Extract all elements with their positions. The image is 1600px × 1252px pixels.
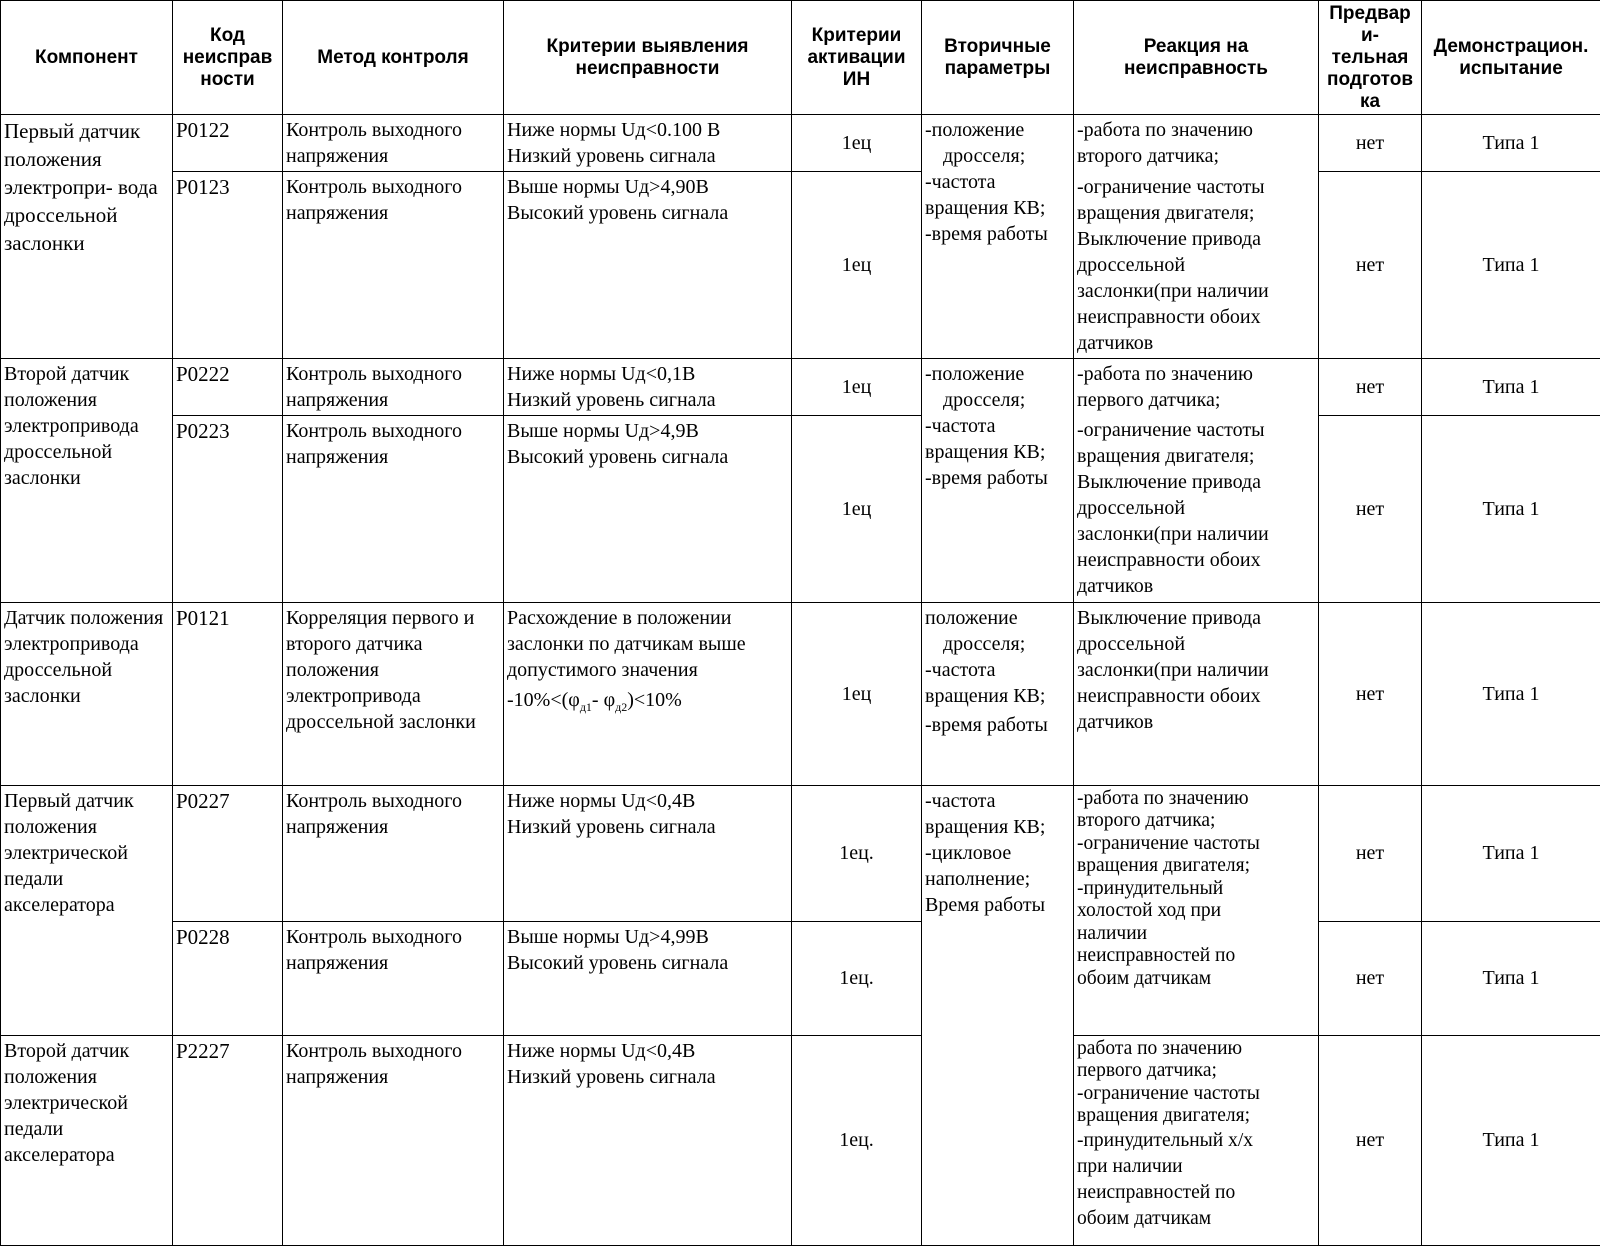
code-cell: P0122: [173, 115, 283, 172]
component-cell: Первый датчик положения электропри- вода дроссельной заслонки: [1, 115, 173, 359]
header-code: Код неисправ ности: [173, 1, 283, 115]
reaction-line: первого датчика;: [1077, 1060, 1217, 1081]
criteria-line: Низкий уровень сигнала: [507, 815, 716, 838]
criteria-line: Ниже нормы Uд<0,1В: [507, 362, 696, 385]
reaction-line: холостой ход при: [1077, 900, 1222, 921]
secondary-cell: [922, 115, 1074, 359]
code-cell: P0123: [173, 172, 283, 359]
secondary-cell: [922, 602, 1074, 785]
reaction-line: обоим датчикам: [1077, 967, 1212, 989]
formula-suffix: )<10%: [627, 688, 682, 711]
demo-cell: Типа 1: [1422, 358, 1600, 415]
prep-cell: нет: [1319, 921, 1422, 1035]
secondary-line: -цикловое: [925, 841, 1012, 864]
secondary-line: дросселя;: [943, 145, 1026, 167]
secondary-line: положение: [925, 606, 1018, 629]
method-cell: Контроль выходного напряжения: [283, 172, 504, 359]
table-row: [1, 1035, 1600, 1245]
code-cell: P0227: [173, 785, 283, 921]
secondary-line: дросселя;: [943, 632, 1026, 655]
criteria-line: Низкий уровень сигнала: [507, 1065, 716, 1088]
reaction-line: -работа по значению: [1077, 362, 1253, 385]
secondary-line: вращения КВ;: [925, 815, 1046, 838]
reaction-line: -работа по значению: [1077, 119, 1253, 141]
reaction-line: неисправности обоих: [1077, 684, 1261, 707]
table-row: [1, 602, 1600, 785]
reaction-line: -ограничение частоты: [1077, 419, 1265, 441]
code-cell: P0223: [173, 415, 283, 602]
activation-cell: 1ец.: [792, 785, 922, 921]
method-cell: Контроль выходного напряжения: [283, 1035, 504, 1245]
reaction-line: заслонки(при наличии: [1077, 279, 1269, 302]
reaction-line: заслонки(при наличии: [1077, 658, 1269, 681]
secondary-line: -частота: [925, 658, 996, 681]
reaction-line: неисправностей по: [1077, 1181, 1236, 1203]
criteria-line: Высокий уровень сигнала: [507, 202, 729, 224]
activation-cell: 1ец.: [792, 921, 922, 1035]
reaction-line: неисправности обоих: [1077, 305, 1261, 328]
criteria-cell: [504, 602, 792, 785]
table-row: [1, 415, 1600, 602]
formula-sub-1: д1: [579, 699, 592, 714]
secondary-line: -время работы: [925, 223, 1048, 245]
component-cell: Второй датчик положения электрической педали акселератора: [1, 1035, 173, 1245]
prep-cell: нет: [1319, 415, 1422, 602]
criteria-cell: [504, 358, 792, 415]
criteria-line: Ниже нормы Uд<0,4В: [507, 789, 696, 812]
activation-cell: 1ец.: [792, 1035, 922, 1245]
reaction-line: датчиков: [1077, 710, 1154, 733]
table-row: [1, 115, 1600, 172]
reaction-line: неисправностей по: [1077, 945, 1236, 966]
reaction-line: Выключение привода: [1077, 606, 1262, 629]
reaction-line: датчиков: [1077, 575, 1154, 597]
activation-cell: 1ец: [792, 602, 922, 785]
criteria-line: Низкий уровень сигнала: [507, 388, 716, 411]
method-cell: Корреляция первого и второго датчика положения электропривода дроссельной заслонки: [283, 602, 504, 785]
secondary-line: вращения КВ;: [925, 684, 1046, 707]
secondary-line: -частота: [925, 789, 996, 812]
reaction-cell: [1074, 415, 1319, 602]
reaction-line: дроссельной: [1077, 632, 1186, 655]
criteria-line: Выше нормы Uд>4,9В: [507, 419, 699, 442]
reaction-line: вращения двигателя;: [1077, 201, 1255, 224]
method-cell: Контроль выходного напряжения: [283, 921, 504, 1035]
header-activation: Критерии активации ИН: [792, 1, 922, 115]
reaction-line: второго датчика;: [1077, 810, 1216, 831]
prep-cell: нет: [1319, 172, 1422, 359]
reaction-line: неисправности обоих: [1077, 549, 1261, 571]
criteria-line: Выше нормы Uд>4,99В: [507, 925, 709, 948]
criteria-cell: [504, 415, 792, 602]
table-row: [1, 358, 1600, 415]
secondary-line: дросселя;: [943, 388, 1026, 411]
secondary-line: вращения КВ;: [925, 197, 1046, 219]
criteria-cell: [504, 172, 792, 359]
header-criteria: Критерии выявления неисправности: [504, 1, 792, 115]
secondary-line: наполнение;: [925, 867, 1031, 890]
demo-cell: Типа 1: [1422, 602, 1600, 785]
reaction-line: вращения двигателя;: [1077, 445, 1255, 467]
criteria-line: допустимого значения: [507, 658, 698, 681]
reaction-line: дроссельной: [1077, 253, 1186, 276]
reaction-line: работа по значению: [1077, 1037, 1243, 1059]
reaction-cell: [1074, 602, 1319, 785]
header-prep: Предвар и- тельная подготов ка: [1319, 1, 1422, 115]
criteria-line: Ниже нормы Uд<0,4В: [507, 1039, 696, 1062]
activation-cell: 1ец: [792, 115, 922, 172]
prep-cell: нет: [1319, 602, 1422, 785]
component-cell: Второй датчик положения электропривода дроссельной заслонки: [1, 358, 173, 602]
header-method: Метод контроля: [283, 1, 504, 115]
method-cell: Контроль выходного напряжения: [283, 115, 504, 172]
prep-cell: нет: [1319, 785, 1422, 921]
reaction-line: -ограничение частоты: [1077, 175, 1265, 198]
secondary-line: -время работы: [925, 466, 1048, 489]
formula-sub-2: д2: [615, 699, 628, 714]
criteria-line: Низкий уровень сигнала: [507, 145, 716, 167]
code-cell: P0121: [173, 602, 283, 785]
criteria-line: Расхождение в положении: [507, 606, 732, 629]
code-cell: P2227: [173, 1035, 283, 1245]
reaction-line: второго датчика;: [1077, 145, 1220, 167]
reaction-line: -принудительный х/х: [1077, 1129, 1253, 1151]
criteria-cell: [504, 115, 792, 172]
reaction-line: вращения двигателя;: [1077, 855, 1251, 876]
criteria-cell: [504, 921, 792, 1035]
reaction-cell: [1074, 358, 1319, 415]
reaction-line: наличии: [1077, 922, 1148, 944]
reaction-line: первого датчика;: [1077, 388, 1221, 411]
criteria-cell: [504, 785, 792, 921]
activation-cell: 1ец: [792, 172, 922, 359]
header-secondary: Вторичные параметры: [922, 1, 1074, 115]
demo-cell: Типа 1: [1422, 172, 1600, 359]
secondary-line: -частота: [925, 414, 996, 437]
demo-cell: Типа 1: [1422, 921, 1600, 1035]
reaction-line: -ограничение частоты: [1077, 1082, 1260, 1104]
demo-cell: Типа 1: [1422, 1035, 1600, 1245]
header-reaction: Реакция на неисправность: [1074, 1, 1319, 115]
demo-cell: Типа 1: [1422, 785, 1600, 921]
reaction-line: вращения двигателя;: [1077, 1105, 1251, 1126]
secondary-line: вращения КВ;: [925, 440, 1046, 463]
reaction-line: датчиков: [1077, 331, 1154, 354]
reaction-cell: [1074, 785, 1319, 1035]
reaction-line: заслонки(при наличии: [1077, 523, 1269, 545]
reaction-line: дроссельной: [1077, 497, 1186, 519]
reaction-line: обоим датчикам: [1077, 1207, 1212, 1229]
secondary-cell: [922, 358, 1074, 602]
criteria-line: Ниже нормы Uд<0.100 В: [507, 119, 721, 141]
criteria-formula: [507, 687, 788, 720]
table-row: [1, 785, 1600, 921]
method-cell: Контроль выходного напряжения: [283, 358, 504, 415]
reaction-line: Выключение привода: [1077, 471, 1262, 493]
criteria-line: Выше нормы Uд>4,90В: [507, 176, 709, 198]
component-cell: Первый датчик положения электрической педали акселератора: [1, 785, 173, 1035]
method-cell: Контроль выходного напряжения: [283, 785, 504, 921]
reaction-cell: [1074, 115, 1319, 172]
secondary-line: -положение: [925, 119, 1025, 141]
reaction-cell: [1074, 1035, 1319, 1245]
code-cell: P0228: [173, 921, 283, 1035]
criteria-line: заслонки по датчикам выше: [507, 632, 746, 655]
header-row: [1, 1, 1600, 115]
demo-cell: Типа 1: [1422, 415, 1600, 602]
reaction-line: -работа по значению: [1077, 787, 1249, 809]
method-cell: Контроль выходного напряжения: [283, 415, 504, 602]
secondary-line: -частота: [925, 171, 996, 193]
formula-prefix: -10%<(φ: [507, 688, 580, 711]
reaction-line: при наличии: [1077, 1155, 1183, 1177]
formula-mid: - φ: [591, 688, 616, 711]
activation-cell: 1ец: [792, 415, 922, 602]
criteria-line: Высокий уровень сигнала: [507, 445, 729, 468]
component-cell: Датчик положения электропривода дроссельной заслонки: [1, 602, 173, 785]
criteria-line: Высокий уровень сигнала: [507, 951, 729, 974]
criteria-cell: [504, 1035, 792, 1245]
activation-cell: 1ец: [792, 358, 922, 415]
secondary-line: -положение: [925, 362, 1025, 385]
reaction-line: Выключение привода: [1077, 227, 1262, 250]
secondary-line: Время работы: [925, 893, 1046, 916]
header-demo: Демонстрацион. испытание: [1422, 1, 1600, 115]
reaction-line: -ограничение частоты: [1077, 832, 1260, 854]
secondary-line: -время работы: [925, 713, 1048, 736]
demo-cell: Типа 1: [1422, 115, 1600, 172]
prep-cell: нет: [1319, 115, 1422, 172]
reaction-line: -принудительный: [1077, 877, 1224, 899]
code-cell: P0222: [173, 358, 283, 415]
header-component: Компонент: [1, 1, 173, 115]
reaction-cell: [1074, 172, 1319, 359]
secondary-cell: [922, 785, 1074, 1245]
prep-cell: нет: [1319, 1035, 1422, 1245]
prep-cell: нет: [1319, 358, 1422, 415]
table-row: [1, 921, 1600, 1035]
table-row: [1, 172, 1600, 359]
